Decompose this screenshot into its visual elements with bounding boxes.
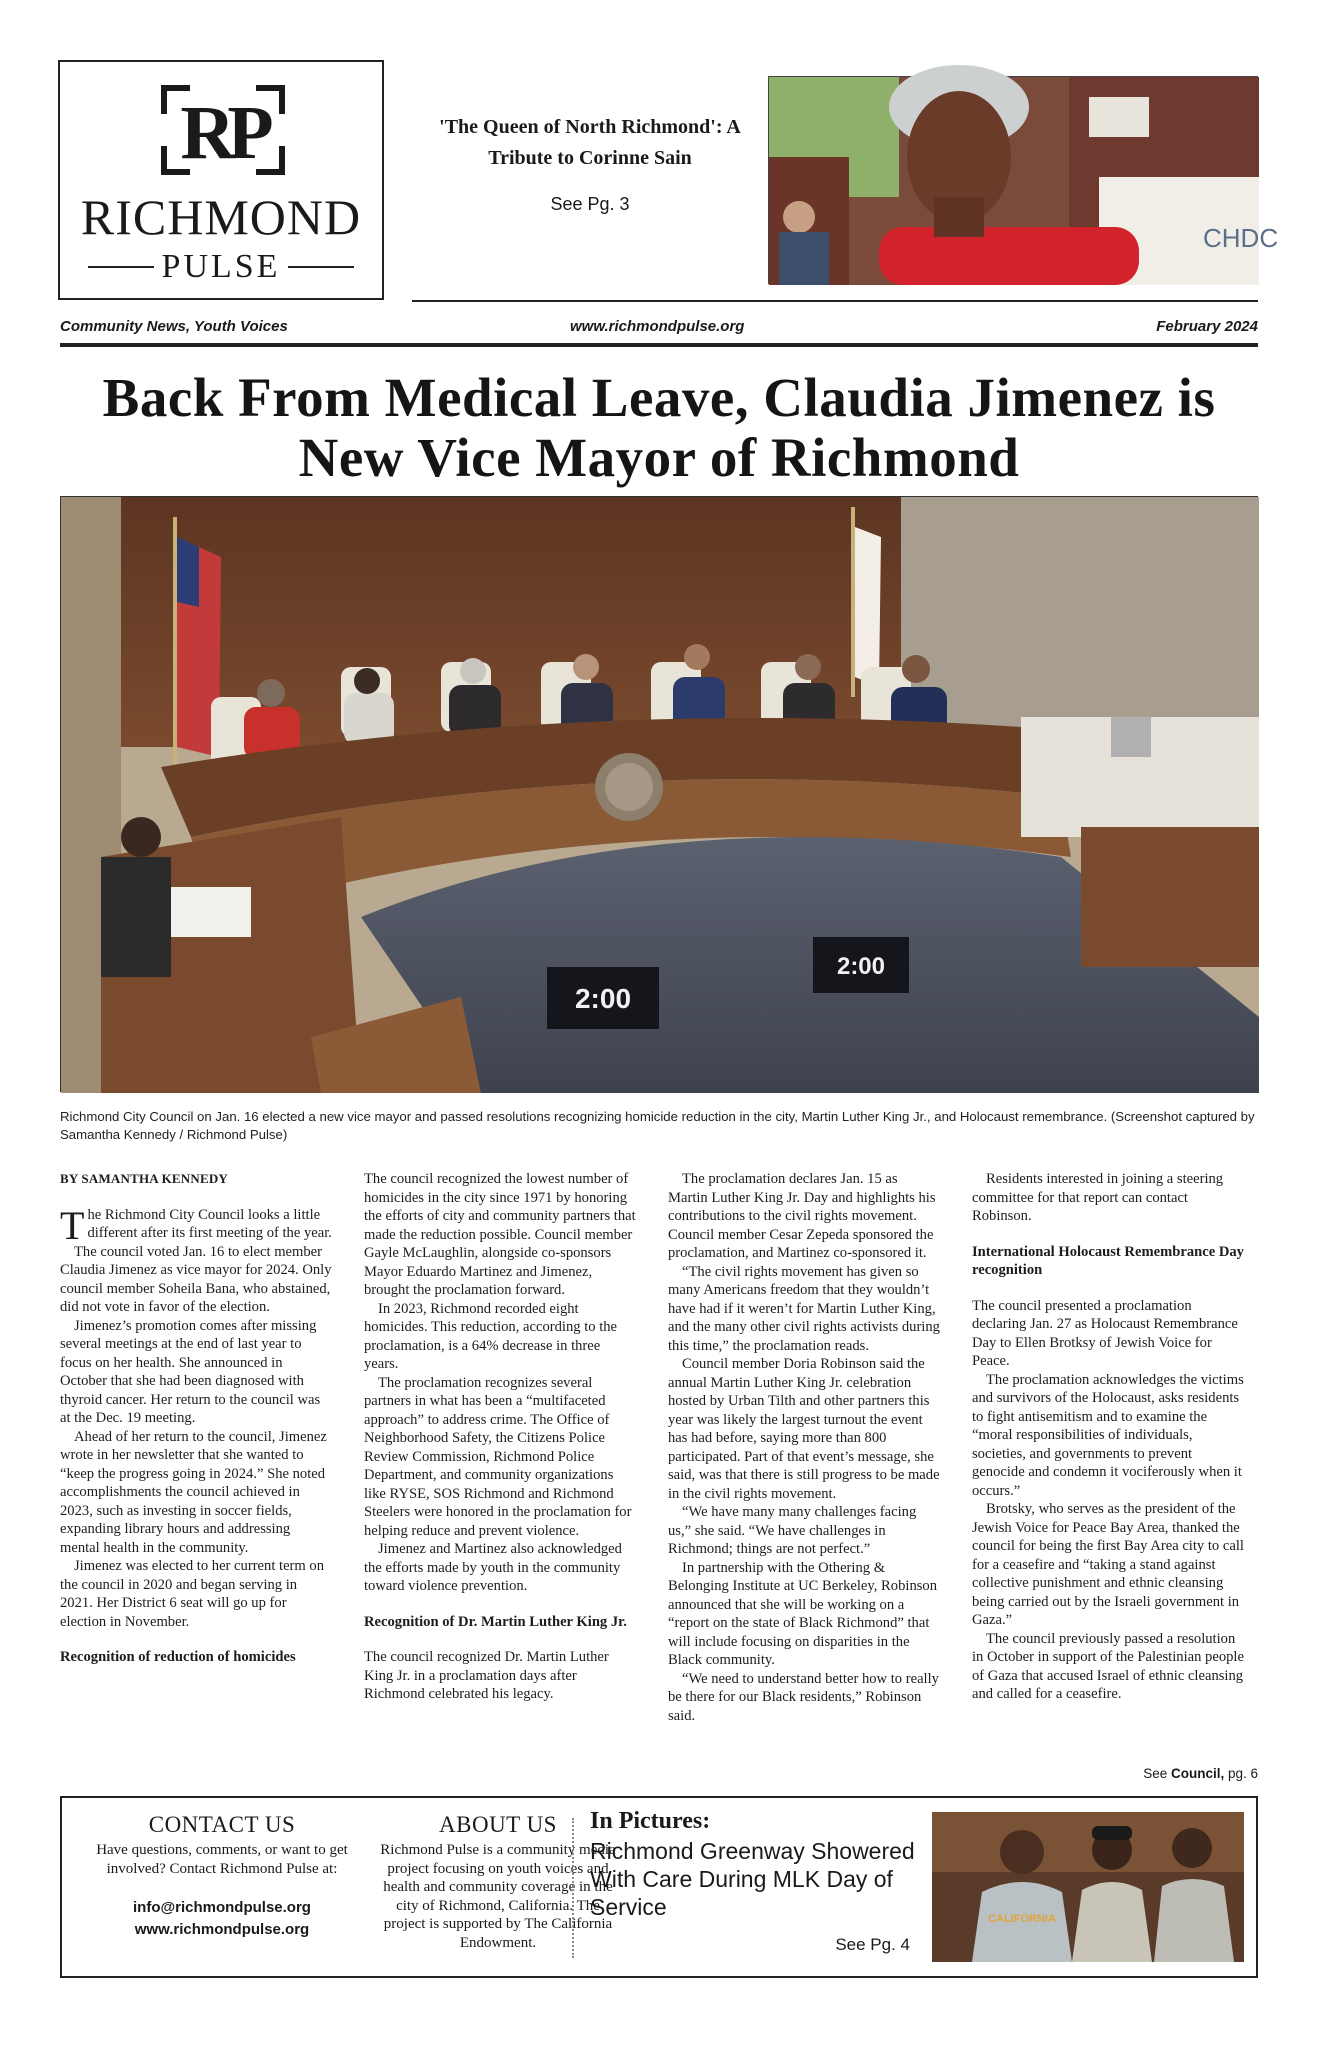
issue-date: February 2024 [1156,318,1258,335]
contact-website-link[interactable]: www.richmondpulse.org [134,1921,310,1938]
article-paragraph: Brotsky, who serves as the president of the Jewish Voice for Peace Bay Area, thanked the council for being the first Bay Area city to call for a ceasefire and “taking a stand against collective punishment and ethnic cleansing being carried out by the Israeli government in Gaza.” [972,1501,1244,1628]
contact-heading: CONTACT US [148,1812,296,1837]
byline: BY SAMANTHA KENNEDY [60,1171,229,1186]
article-paragraph: The council previously passed a resolution in October in support of the Palestinian people of Gaza that accused Israel of ethnic cleansing and called for a ceasefire. [972,1630,1244,1702]
contact-text: Have questions, comments, or want to get involved? Contact Richmond Pulse at: [96,1842,348,1877]
logo-pulse-text: PULSE [161,248,281,285]
contact-email-link[interactable]: info@richmondpulse.org [133,1899,311,1916]
article-paragraph: The Richmond City Council looks a little different after its first meeting of the year. [60,1202,332,1248]
article-paragraph: Residents interested in joining a steering committee for that report can contact Robinson. [972,1171,1224,1224]
about-text: Richmond Pulse is a community media project focusing on youth voices and health and community coverage in the city of Richmond, California. The project is supported by The California Endowment. [380,1842,616,1951]
in-pictures-heading: In Pictures: [590,1808,711,1834]
masthead-rule [412,300,1258,302]
article-paragraph: The council recognized the lowest number of homicides in the city since 1971 by honoring the efforts of city and community partners that made the reduction possible. Council member Gayle McLaughlin, alongside co-sponsors Mayor Eduardo Martinez and Jimenez, brought the proclamation forward. [364,1171,636,1298]
in-pictures-title[interactable]: Richmond Greenway Showered With Care During MLK Day of Service [590,1838,915,1920]
article-paragraph: Ahead of her return to the council, Jimenez wrote in her newsletter that she wanted to “keep the progress going in 2024.” She noted accomplishments the council achieved in 2023, such as investing in soccer fields, expanding library hours and addressing mental health in the community. [60,1428,327,1556]
logo[interactable] [58,60,384,300]
footer-divider [572,1818,574,1958]
website-link[interactable]: www.richmondpulse.org [570,318,745,335]
about-section [378,1812,618,1952]
logo-richmond-text: RICHMOND [80,189,362,245]
main-photo[interactable] [60,496,1258,1092]
article-column-2 [364,1170,636,1704]
article-paragraph: “The civil rights movement has given so many Americans freedom that they wouldn’t have had if it weren’t for Martin Luther King, and the many other civil rights activists during this time,” the proclamation reads. [668,1263,940,1354]
continued-link[interactable]: See Council, pg. 6 [1143,1766,1258,1781]
in-pictures-page-ref: See Pg. 4 [835,1935,910,1954]
article-paragraph: Jimenez’s promotion comes after missing several meetings at the end of last year to focus on her health. She announced in October that she had been diagnosed with thyroid cancer. Her return to the council was at the Dec. 19 meeting. [60,1317,321,1426]
logo-rule-left [88,266,154,268]
greenway-photo[interactable] [932,1812,1244,1962]
article-paragraph: The council voted Jan. 16 to elect member Claudia Jimenez as vice mayor for 2024. Only council member Soheila Bana, who abstained, did not vote in favor of the election. [60,1243,332,1315]
article-paragraph: The proclamation recognizes several partners in what has been a “multifaceted approach” to address crime. The Office of Neighborhood Safety, the Citizens Police Review Commission, Richmond Police Department, and community organizations like RYSE, SOS Richmond and Richmond Steelers were honored in the proclamation for helping reduce and prevent violence. [364,1374,632,1539]
logo-pulse-row [60,248,382,286]
corinne-sain-photo [769,77,1279,285]
article-paragraph: The council presented a proclamation declaring Jan. 27 as Holocaust Remembrance Day to Ellen Brotksy of Jewish Voice for Peace. [972,1297,1238,1369]
article-paragraph: Jimenez was elected to her current term on the council in 2020 and began serving in 2021. Her District 6 seat will go up for election in November. [60,1558,325,1630]
article-paragraph: Council member Doria Robinson said the annual Martin Luther King Jr. celebration hosted by Urban Tilth and other partners this year was likely the largest turnout the event has had before, saying more than 800 participated. Part of that event’s message, she said, was that there is still progress to be made in the civil rights movement. [668,1356,940,1502]
article-paragraph: Jimenez and Martinez also acknowledged the efforts made by youth in the community toward violence prevention. [364,1541,622,1594]
article-paragraph: The proclamation declares Jan. 15 as Martin Luther King Jr. Day and highlights his contributions to the civil rights movement. Council member Cesar Zepeda sponsored the proclamation, and Martinez co-sponsored it. [668,1171,936,1261]
in-pictures-section[interactable] [590,1808,930,1955]
timer-right-text: 2:00 [836,953,886,980]
drop-cap: T [60,1202,85,1248]
article-column-4 [972,1170,1244,1704]
contact-links [72,1897,372,1941]
volunteers-photo [932,1812,1244,1962]
about-heading: ABOUT US [439,1812,557,1837]
svg-text:RP: RP [180,91,266,175]
teaser-page-ref: See Pg. 3 [550,194,630,214]
photo-caption: Richmond City Council on Jan. 16 elected a new vice mayor and passed resolutions recognizing homicide reduction in the city, Martin Luther King Jr., and Holocaust remembrance. (Screenshot captured by Samantha Kennedy / Richmond Pulse) [60,1109,1255,1142]
council-chamber-photo [61,497,1259,1093]
subheading-homicides: Recognition of reduction of homicides [60,1649,296,1665]
contact-section [72,1812,372,1941]
strip-rule [60,343,1258,347]
subheading-holocaust: International Holocaust Remembrance Day recognition [972,1243,1244,1278]
main-headline[interactable]: Back From Medical Leave, Claudia Jimenez is New Vice Mayor of Richmond [102,367,1216,488]
logo-rule-right [288,266,354,268]
teaser-block[interactable] [430,112,750,215]
shirt-text: CALIFORNIA [988,1913,1056,1925]
masthead-strip [60,318,1258,340]
article-paragraph: In 2023, Richmond recorded eight homicides. This reduction, according to the proclamation, is a 64% decrease in three years. [364,1300,618,1372]
timer-left-text: 2:00 [574,983,632,1014]
rp-logo-mark-icon [160,84,286,176]
tagline: Community News, Youth Voices [60,318,288,335]
teaser-photo[interactable] [768,76,1279,284]
article-paragraph: “We need to understand better how to really be there for our Black residents,” Robinson said. [668,1670,939,1724]
teaser-title[interactable]: 'The Queen of North Richmond': A Tribute to Corinne Sain [439,116,741,169]
article-column-1 [60,1170,332,1667]
article-paragraph: The proclamation acknowledges the victims and survivors of the Holocaust, asks residents to fight antisemitism and to examine the “moral responsibilities of individuals, societies, and governments to prevent genocide and condemn it vociferously when it occurs.” [972,1371,1244,1499]
article-paragraph: The council recognized Dr. Martin Luther King Jr. in a proclamation days after Richmond celebrated his legacy. [364,1649,609,1702]
article-column-3 [668,1170,940,1725]
footer-box [60,1796,1258,1978]
subheading-mlk: Recognition of Dr. Martin Luther King Jr. [364,1613,627,1630]
chdc-sign-text: CHDC [1203,223,1279,253]
article-paragraph: “We have many many challenges facing us,” she said. “We have challenges in Richmond; things are not perfect.” [668,1504,917,1557]
article-paragraph: In partnership with the Othering & Belonging Institute at UC Berkeley, Robinson announced that she will be working on a “report on the state of Black Richmond” that will include focusing on disparities in the Black community. [668,1559,938,1668]
